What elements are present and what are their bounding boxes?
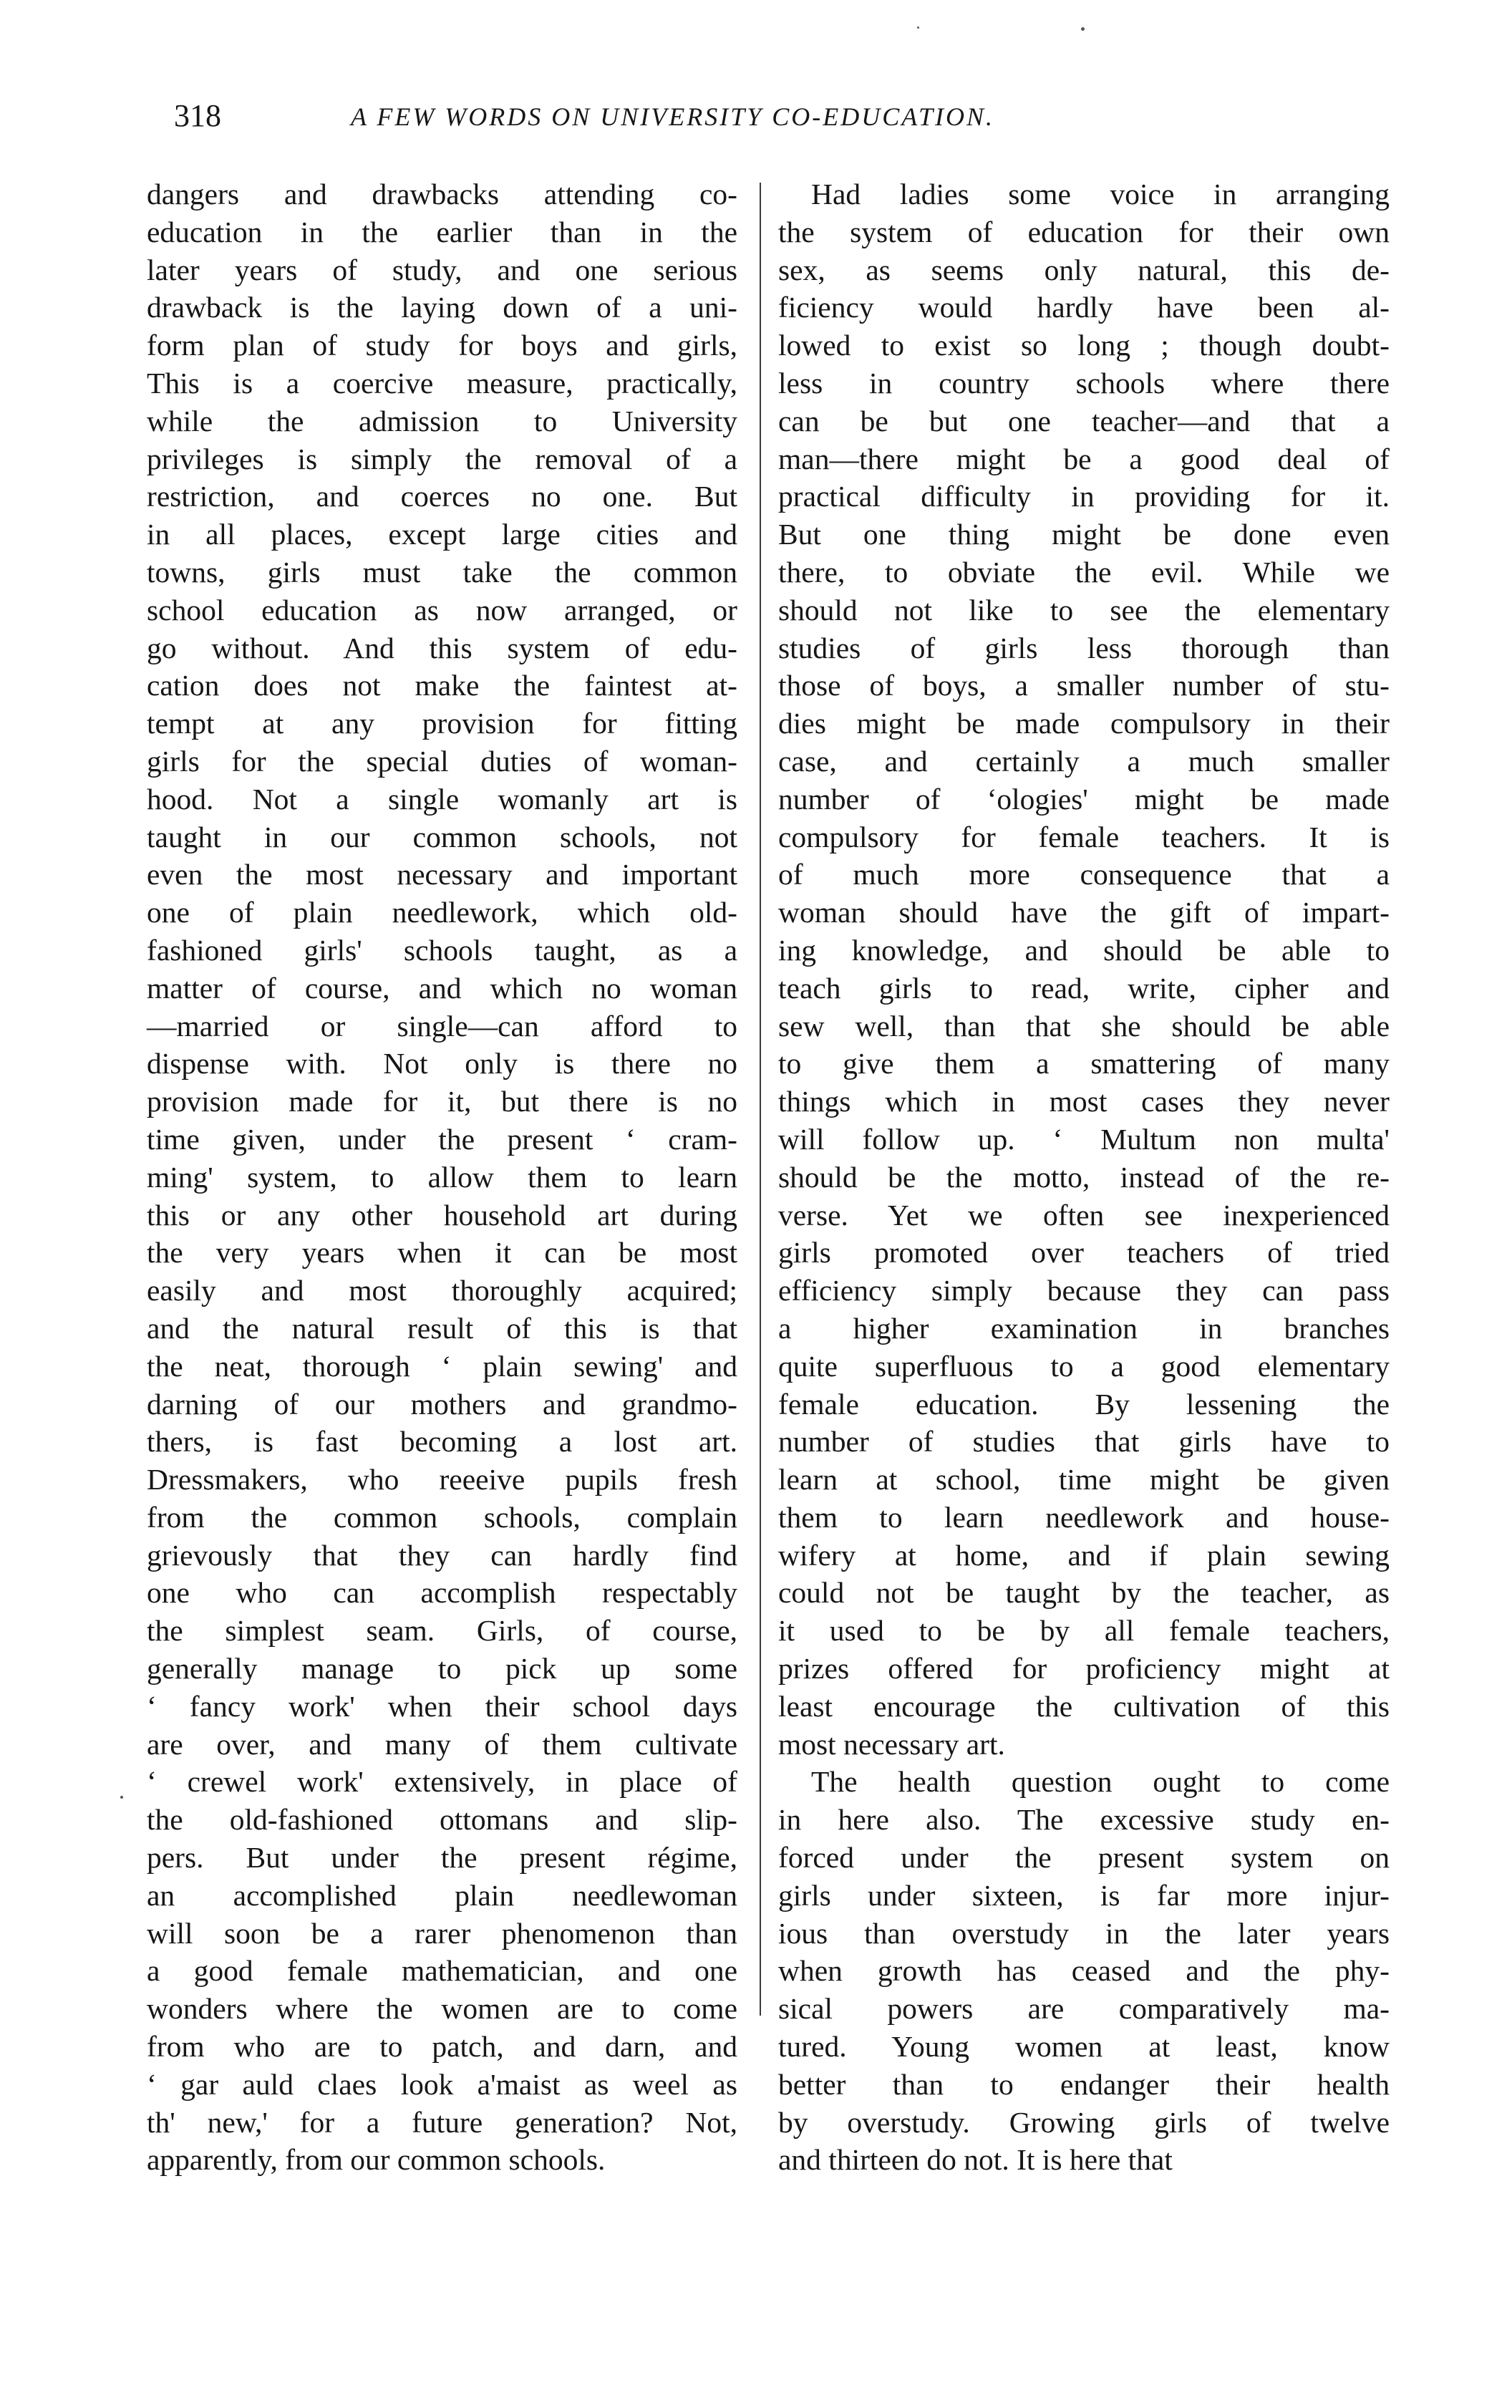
text-line: lowed to exist so long ; though doubt- (778, 329, 1390, 362)
text-line: a higher examination in branches (778, 1311, 1390, 1345)
text-line: a good female mathematician, and one (147, 1954, 737, 1988)
text-line: The health question ought to come (811, 1765, 1390, 1799)
text-line: of much more consequence that a (778, 858, 1390, 891)
text-line: towns, girls must take the common (147, 555, 737, 589)
text-line: dispense with. Not only is there no (147, 1047, 737, 1080)
text-line: ious than overstudy in the later years (778, 1916, 1390, 1950)
text-line: the neat, thorough ‘ plain sewing' and (147, 1349, 737, 1383)
text-line: efficiency simply because they can pass (778, 1274, 1390, 1307)
print-speck (120, 1796, 123, 1799)
text-line: tured. Young women at least, know (778, 2030, 1390, 2064)
text-line: one of plain needlework, which old- (147, 896, 737, 929)
text-line: in here also. The excessive study en- (778, 1803, 1390, 1837)
text-line: ing knowledge, and should be able to (778, 933, 1390, 967)
text-line: ficiency would hardly have been al- (778, 291, 1390, 324)
text-line: Had ladies some voice in arranging (811, 178, 1390, 211)
text-line: form plan of study for boys and girls, (147, 329, 737, 362)
running-title: A FEW WORDS ON UNIVERSITY CO-EDUCATION. (351, 102, 994, 131)
text-line: provision made for it, but there is no (147, 1085, 737, 1118)
text-line: an accomplished plain needlewoman (147, 1878, 737, 1912)
text-line: and the natural result of this is that (147, 1311, 737, 1345)
text-line: drawback is the laying down of a uni- (147, 291, 737, 324)
text-line: Dressmakers, who reeeive pupils fresh (147, 1463, 737, 1496)
text-line: darning of our mothers and grandmo- (147, 1387, 737, 1421)
text-line: better than to endanger their health (778, 2067, 1390, 2101)
text-line: tempt at any provision for fitting (147, 707, 737, 740)
text-line: practical difficulty in providing for it. (778, 480, 1390, 513)
text-line: ‘ crewel work' extensively, in place of (147, 1765, 737, 1799)
text-line: the old-fashioned ottomans and slip- (147, 1803, 737, 1837)
text-line: time given, under the present ‘ cram- (147, 1122, 737, 1156)
text-line: school education as now arranged, or (147, 593, 737, 627)
text-line: sew well, than that she should be able (778, 1009, 1390, 1043)
text-line: restriction, and coerces no one. But (147, 480, 737, 513)
text-line: in all places, except large cities and (147, 518, 737, 551)
text-line: from the common schools, complain (147, 1500, 737, 1534)
text-line: learn at school, time might be given (778, 1463, 1390, 1496)
text-line: by overstudy. Growing girls of twelve (778, 2105, 1390, 2139)
text-line: will soon be a rarer phenomenon than (147, 1916, 737, 1950)
text-line: them to learn needlework and house- (778, 1500, 1390, 1534)
text-line: sical powers are comparatively ma- (778, 1992, 1390, 2026)
text-line: privileges is simply the removal of a (147, 442, 737, 475)
text-line: cation does not make the faintest at- (147, 669, 737, 702)
text-line: pers. But under the present régime, (147, 1841, 737, 1875)
right-column (778, 175, 1390, 2266)
text-line: while the admission to University (147, 404, 737, 437)
text-line: thers, is fast becoming a lost art. (147, 1425, 737, 1459)
text-line: prizes offered for proficiency might at (778, 1652, 1390, 1686)
text-line: least encourage the cultivation of this (778, 1689, 1390, 1723)
text-line: there, to obviate the evil. While we (778, 555, 1390, 589)
text-line: should not like to see the elementary (778, 593, 1390, 627)
text-line: less in country schools where there (778, 366, 1390, 400)
text-line: hood. Not a single womanly art is (147, 782, 737, 816)
left-column (147, 175, 737, 2266)
text-line: could not be taught by the teacher, as (778, 1576, 1390, 1610)
text-line: th' new,' for a future generation? Not, (147, 2105, 737, 2139)
text-line: case, and certainly a much smaller (778, 744, 1390, 778)
text-line: and thirteen do not. It is here that (778, 2143, 1173, 2177)
text-line: girls under sixteen, is far more injur- (778, 1878, 1390, 1912)
column-rule (760, 183, 761, 2016)
text-line: wifery at home, and if plain sewing (778, 1538, 1390, 1572)
text-line: can be but one teacher—and that a (778, 404, 1390, 437)
text-line: number of studies that girls have to (778, 1425, 1390, 1459)
text-line: easily and most thoroughly acquired; (147, 1274, 737, 1307)
text-line: —married or single—can afford to (147, 1009, 737, 1043)
text-line: taught in our common schools, not (147, 820, 737, 854)
text-line: one who can accomplish respectably (147, 1576, 737, 1610)
text-line: dies might be made compulsory in their (778, 707, 1390, 740)
text-line: verse. Yet we often see inexperienced (778, 1198, 1390, 1232)
text-line: sex, as seems only natural, this de- (778, 253, 1390, 286)
print-speck (1081, 27, 1085, 31)
text-line: apparently, from our common schools. (147, 2143, 606, 2177)
text-line: wonders where the women are to come (147, 1992, 737, 2026)
text-line: the very years when it can be most (147, 1236, 737, 1270)
print-speck (917, 26, 919, 29)
text-line: when growth has ceased and the phy- (778, 1954, 1390, 1988)
text-line: even the most necessary and important (147, 858, 737, 891)
text-line: female education. By lessening the (778, 1387, 1390, 1421)
text-line: those of boys, a smaller number of stu- (778, 669, 1390, 702)
text-line: woman should have the gift of impart- (778, 896, 1390, 929)
text-line: This is a coercive measure, practically, (147, 366, 737, 400)
text-line: this or any other household art during (147, 1198, 737, 1232)
text-line: ‘ fancy work' when their school days (147, 1689, 737, 1723)
text-line: from who are to patch, and darn, and (147, 2030, 737, 2064)
text-line: number of ‘ologies' might be made (778, 782, 1390, 816)
text-line: compulsory for female teachers. It is (778, 820, 1390, 854)
text-line: the system of education for their own (778, 215, 1390, 248)
text-line: ming' system, to allow them to learn (147, 1160, 737, 1194)
text-line: generally manage to pick up some (147, 1652, 737, 1686)
text-line: matter of course, and which no woman (147, 971, 737, 1005)
text-line: the simplest seam. Girls, of course, (147, 1614, 737, 1648)
text-line: should be the motto, instead of the re- (778, 1160, 1390, 1194)
text-line: ‘ gar auld claes look a'maist as weel as (147, 2067, 737, 2101)
text-line: fashioned girls' schools taught, as a (147, 933, 737, 967)
text-line: it used to be by all female teachers, (778, 1614, 1390, 1648)
text-line: go without. And this system of edu- (147, 631, 737, 664)
text-line: later years of study, and one serious (147, 253, 737, 286)
text-line: girls for the special duties of woman- (147, 744, 737, 778)
text-line: girls promoted over teachers of tried (778, 1236, 1390, 1270)
text-line: man—there might be a good deal of (778, 442, 1390, 475)
text-line: quite superfluous to a good elementary (778, 1349, 1390, 1383)
page-number: 318 (174, 98, 221, 133)
text-line: education in the earlier than in the (147, 215, 737, 248)
text-line: studies of girls less thorough than (778, 631, 1390, 664)
text-line: teach girls to read, write, cipher and (778, 971, 1390, 1005)
text-line: grievously that they can hardly find (147, 1538, 737, 1572)
text-line: dangers and drawbacks attending co- (147, 178, 737, 211)
text-line: forced under the present system on (778, 1841, 1390, 1875)
text-line: most necessary art. (778, 1727, 1005, 1761)
text-line: to give them a smattering of many (778, 1047, 1390, 1080)
text-line: But one thing might be done even (778, 518, 1390, 551)
text-line: are over, and many of them cultivate (147, 1727, 737, 1761)
text-line: things which in most cases they never (778, 1085, 1390, 1118)
text-line: will follow up. ‘ Multum non multa' (778, 1122, 1390, 1156)
